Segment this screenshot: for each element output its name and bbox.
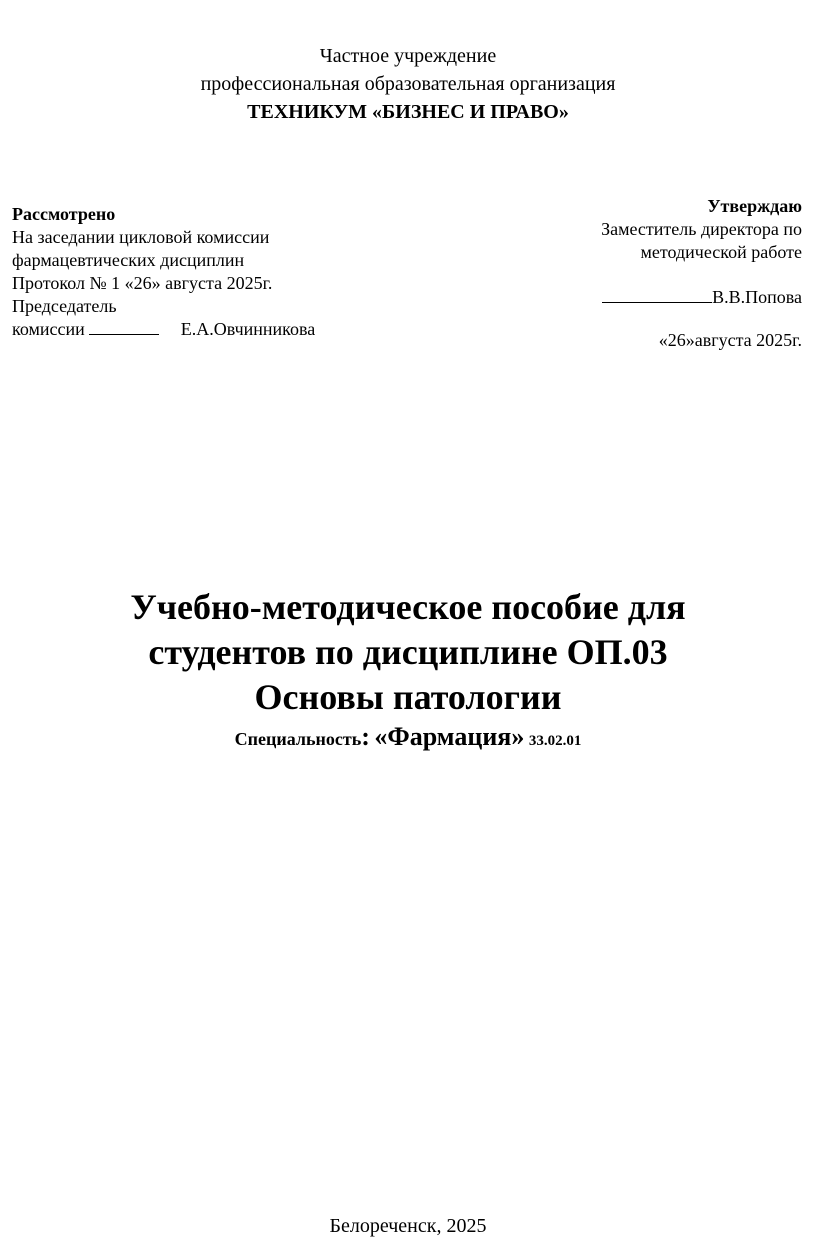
title-line-3: Основы патологии [254,677,562,717]
approved-block [601,195,802,352]
institution-description: профессиональная образовательная организация [200,73,616,95]
approved-heading: Утверждаю [707,196,802,216]
approved-line-department: методической работе [640,242,802,262]
institution-header [0,42,816,126]
specialty-label: Специальность [234,729,362,749]
document-title-block [0,585,816,756]
chair-name: Е.А.Овчинникова [180,319,316,339]
title-line-2: студентов по дисциплине ОП.03 [148,632,668,672]
considered-heading: Рассмотрено [12,204,116,224]
approver-name: В.В.Попова [712,287,802,307]
specialty-code: 33.02.01 [528,733,582,749]
considered-line-chair: Председатель [12,296,117,316]
specialty-colon: : [361,722,370,751]
specialty-name: «Фармация» [374,722,525,751]
approved-line-position: Заместитель директора по [601,219,802,239]
considered-block [12,203,315,341]
city-year-footer: Белореченск, 2025 [329,1215,487,1237]
approved-date: «26»августа 2025г. [658,330,802,350]
specialty-row [0,722,816,756]
institution-type: Частное учреждение [319,45,497,67]
approver-signature-line [602,301,712,303]
title-line-1: Учебно-методическое пособие для [130,587,686,627]
considered-line-commission: фармацевтических дисциплин [12,250,245,270]
approved-signature-row [601,286,802,309]
considered-line-protocol: Протокол № 1 «26» августа 2025г. [12,273,273,293]
considered-signature-row [12,318,315,341]
chair-signature-line [89,333,159,335]
institution-name: ТЕХНИКУМ «БИЗНЕС И ПРАВО» [247,101,569,123]
considered-line-meeting: На заседании цикловой комиссии [12,227,270,247]
considered-line-commission-word: комиссии [12,319,85,339]
